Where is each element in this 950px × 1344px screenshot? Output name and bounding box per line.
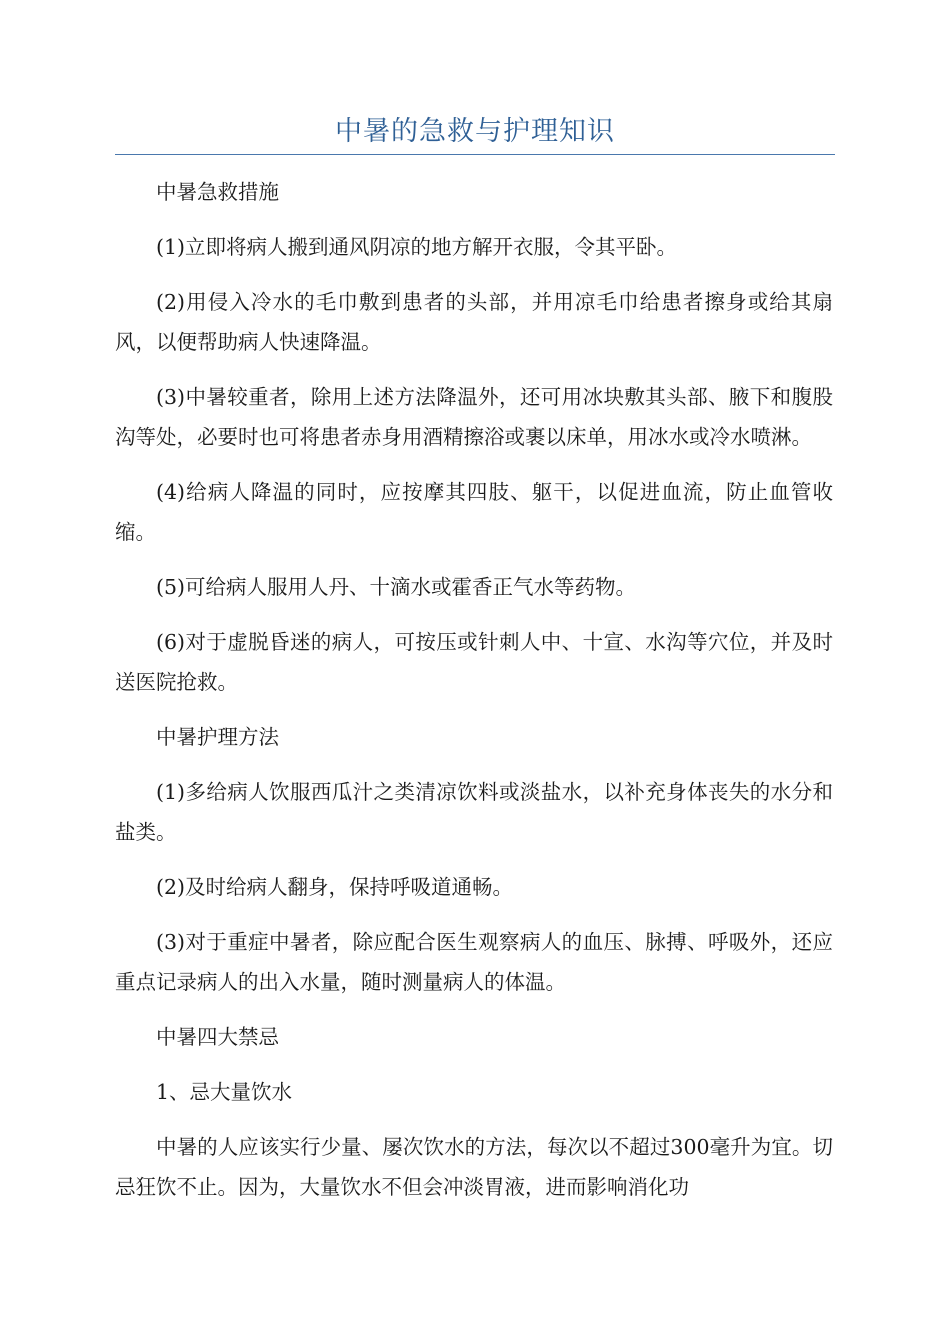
document-title: 中暑的急救与护理知识 — [335, 116, 615, 147]
section-heading-taboos: 中暑四大禁忌 — [156, 1025, 279, 1049]
section-heading-nursing: 中暑护理方法 — [156, 725, 279, 749]
paragraph: (2)及时给病人翻身，保持呼吸道通畅。 — [156, 875, 514, 899]
section-heading-first-aid: 中暑急救措施 — [156, 180, 279, 204]
paragraph: (4)给病人降温的同时，应按摩其四肢、躯干，以促进血流，防止血管收缩。 — [115, 480, 833, 544]
paragraph: (2)用侵入冷水的毛巾敷到患者的头部，并用凉毛巾给患者擦身或给其扇风，以便帮助病人快速降温。 — [115, 290, 833, 354]
paragraph: 中暑的人应该实行少量、屡次饮水的方法，每次以不超过300毫升为宜。切忌狂饮不止。因为，大量饮水不但会冲淡胃液，进而影响消化功 — [115, 1135, 833, 1199]
paragraph: (3)中暑较重者，除用上述方法降温外，还可用冰块敷其头部、腋下和腹股沟等处，必要时也可将患者赤身用酒精擦浴或裹以床单，用冰水或冷水喷淋。 — [115, 385, 833, 449]
subheading: 1、忌大量饮水 — [156, 1080, 293, 1104]
document-body — [115, 172, 833, 1222]
paragraph: (1)立即将病人搬到通风阴凉的地方解开衣服，令其平卧。 — [156, 235, 678, 259]
title-underline — [115, 154, 835, 155]
paragraph: (5)可给病人服用人丹、十滴水或霍香正气水等药物。 — [156, 575, 637, 599]
paragraph: (3)对于重症中暑者，除应配合医生观察病人的血压、脉搏、呼吸外，还应重点记录病人的出入水量，随时测量病人的体温。 — [115, 930, 833, 994]
paragraph: (6)对于虚脱昏迷的病人，可按压或针刺人中、十宣、水沟等穴位，并及时送医院抢救。 — [115, 630, 833, 694]
paragraph: (1)多给病人饮服西瓜汁之类清凉饮料或淡盐水，以补充身体丧失的水分和盐类。 — [115, 780, 833, 844]
